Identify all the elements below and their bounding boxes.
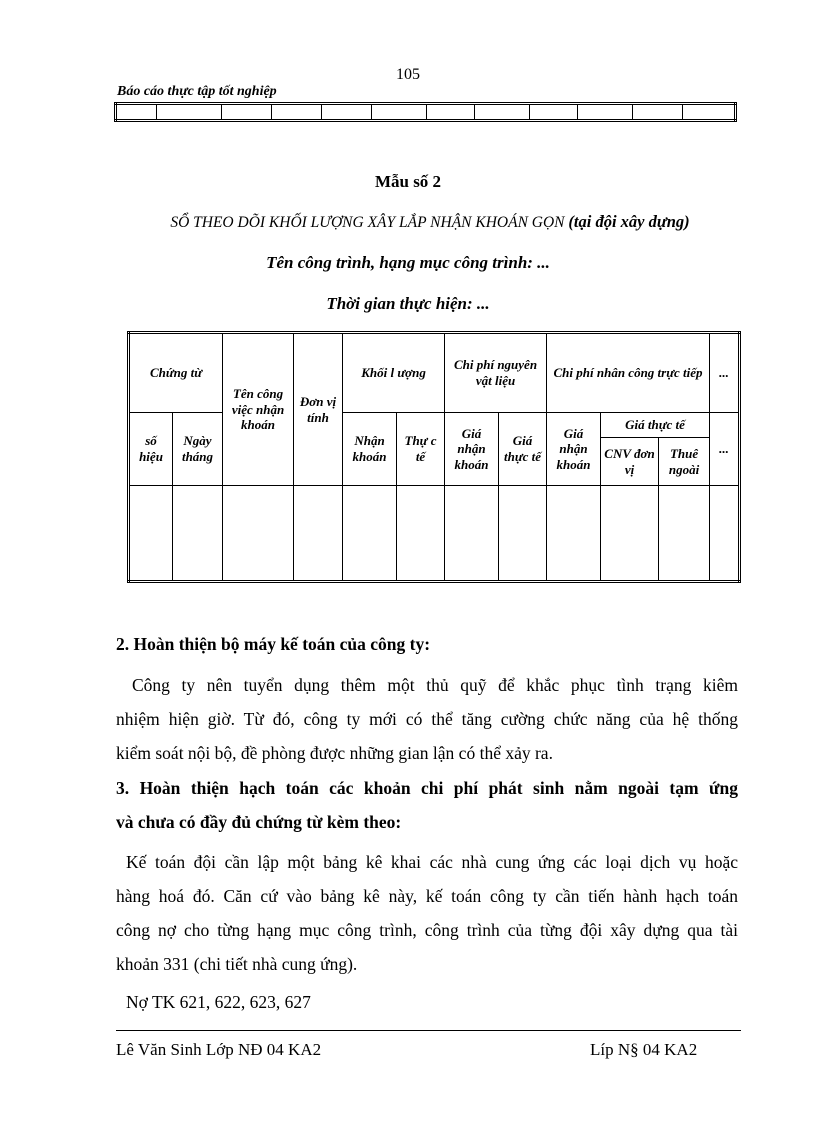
table-cell (710, 486, 740, 582)
header-strip (114, 102, 737, 122)
footer-rule (116, 1030, 741, 1031)
table-cell (294, 486, 343, 582)
header-nc-gia-nhan-khoan: Giá nhận khoán (547, 413, 601, 486)
section3-heading-line1: 3. Hoàn thiện hạch toán các khoản chi phí phát sinh nằm ngoài tạm ứng (116, 778, 738, 798)
header-ellipsis-2: ... (710, 413, 740, 486)
ledger-title-suffix: (tại đội xây dựng) (568, 212, 690, 231)
ledger-title-main: SỔ THEO DÕI KHỐI LƯỢNG XÂY LẮP NHẬN KHOÁN GỌN (170, 214, 565, 231)
table-cell (129, 486, 173, 582)
table-cell (601, 486, 659, 582)
header-nvl-gia-nhan-khoan: Giá nhận khoán (445, 413, 499, 486)
section2-line2: nhiệm hiện giờ. Từ đó, công ty mới có thể tăng cường chức năng của hệ thống (116, 709, 738, 729)
table-cell (223, 486, 294, 582)
section3-heading-line2: và chưa có đầy đủ chứng từ kèm theo: (116, 812, 402, 832)
form-number: Mẫu số 2 (374, 172, 442, 191)
duration: Thời gian thực hiện: ... (326, 294, 490, 313)
header-thuc-te: Thự c tế (397, 413, 445, 486)
table-cell (499, 486, 547, 582)
header-ngay-thang: Ngày tháng (173, 413, 223, 486)
table-cell (397, 486, 445, 582)
header-ellipsis: ... (710, 333, 740, 413)
footer-left: Lê Văn Sinh Lớp NĐ 04 KA2 (116, 1040, 322, 1059)
section3-line4: khoản 331 (chi tiết nhà cung ứng). (116, 954, 358, 974)
header-nvl-gia-thuc-te: Giá thực tế (499, 413, 547, 486)
header-so-hieu: số hiệu (129, 413, 173, 486)
header-cp-nvl: Chi phí nguyên vật liệu (445, 333, 547, 413)
page-number: 105 (396, 66, 420, 83)
section3-line3: công nợ cho từng hạng mục công trình, công trình của từng đội xây dựng qua tài (116, 920, 738, 940)
section2-line1: Công ty nên tuyển dụng thêm một thủ quỹ để khắc phục tình trạng kiêm (132, 675, 738, 695)
header-thue-ngoai: Thuê ngoài (659, 438, 710, 486)
header-chung-tu: Chứng từ (129, 333, 223, 413)
header-nhan-khoan: Nhận khoán (343, 413, 397, 486)
section3-line1: Kế toán đội cần lập một bảng kê khai các nhà cung ứng các loại dịch vụ hoặc (126, 852, 738, 872)
ledger-title (100, 212, 760, 232)
section3-line2: hàng hoá đó. Căn cứ vào bảng kê này, kế toán công ty cần tiến hành hạch toán (116, 886, 738, 906)
section3-entry: Nợ TK 621, 622, 623, 627 (126, 992, 311, 1012)
table-cell (445, 486, 499, 582)
footer-right: Líp N§ 04 KA2 (590, 1040, 698, 1059)
section2-heading: 2. Hoàn thiện bộ máy kế toán của công ty: (116, 634, 431, 654)
header-khoi-luong: Khối l ượng (343, 333, 445, 413)
section2-line3: kiểm soát nội bộ, đề phòng được những gian lận có thể xảy ra. (116, 743, 553, 763)
project-name: Tên công trình, hạng mục công trình: ... (266, 253, 550, 272)
header-cnv-don-vi: CNV đơn vị (601, 438, 659, 486)
ledger-table (127, 331, 738, 583)
table-cell (173, 486, 223, 582)
header-title: Báo cáo thực tập tốt nghiệp (117, 84, 277, 99)
table-cell (343, 486, 397, 582)
header-cp-nc: Chi phí nhân công trực tiếp (547, 333, 710, 413)
header-nc-gia-thuc-te: Giá thực tế (601, 413, 710, 438)
header-ten-cong-viec: Tên công việc nhận khoán (223, 333, 294, 486)
table-cell (659, 486, 710, 582)
header-don-vi-tinh: Đơn vị tính (294, 333, 343, 486)
table-cell (547, 486, 601, 582)
